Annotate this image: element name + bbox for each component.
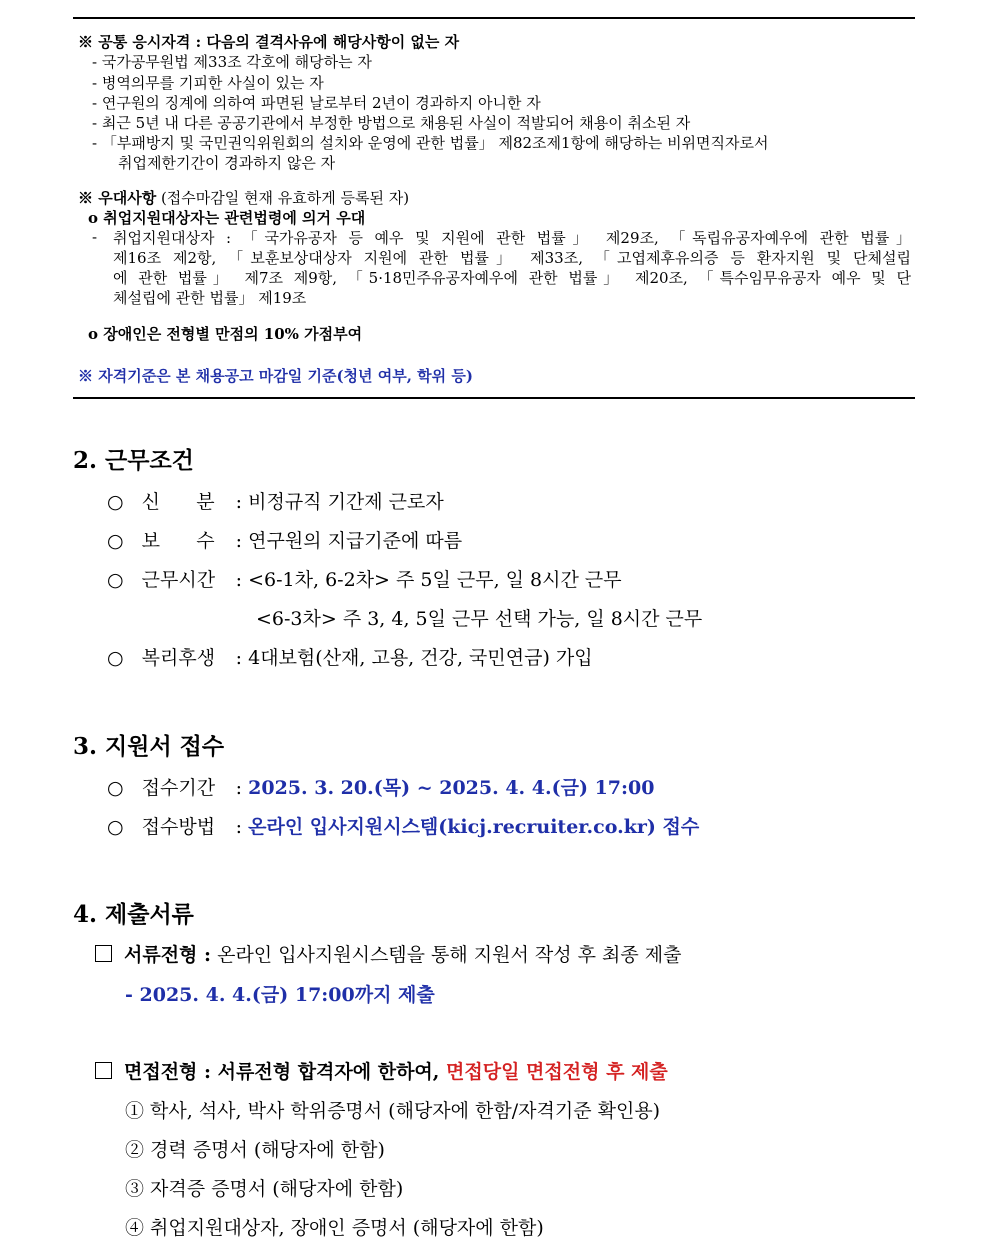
common-item: - 병역의무를 기피한 사실이 있는 자 — [92, 74, 324, 92]
condition-row-cont: <6-3차> 주 3, 4, 5일 근무 선택 가능, 일 8시간 근무 — [256, 608, 703, 630]
section-3-title: 3. 지원서 접수 — [73, 733, 225, 760]
interview-row — [95, 1057, 668, 1084]
pref-line: 취업지원대상자 : 「국가유공자 등 예우 및 지원에 관한 법률」 제29조, 「독립유공자예우에 관한 법률」 — [113, 229, 911, 247]
bullet: ○ — [107, 647, 124, 669]
row-label: 접수방법 — [141, 816, 216, 838]
common-item-cont: 취업제한기간이 경과하지 않은 자 — [118, 154, 336, 172]
document-item: ④ 취업지원대상자, 장애인 증명서 (해당자에 한함) — [125, 1217, 544, 1239]
common-heading: ※ 공통 응시자격 : 다음의 결격사유에 해당사항이 없는 자 — [78, 33, 460, 51]
bullet: ○ — [107, 777, 124, 799]
document-item: ③ 자격증 증명서 (해당자에 한함) — [125, 1178, 404, 1200]
application-row: ○ 접수기간 : 2025. 3. 20.(목) ~ 2025. 4. 4.(금) 17:00 — [107, 773, 654, 800]
row-value: <6-1차, 6-2차> 주 5일 근무, 일 8시간 근무 — [248, 569, 622, 591]
doc-review-label: 서류전형 : — [124, 944, 212, 966]
qualification-note: ※ 자격기준은 본 채용공고 마감일 기준(청년 여부, 학위 등) — [78, 367, 473, 385]
application-method: 온라인 입사지원시스템(kicj.recruiter.co.kr) 접수 — [248, 816, 700, 838]
pref-heading: ※ 우대사항 (접수마감일 현재 유효하게 등록된 자) — [78, 189, 410, 207]
checkbox-square-icon — [95, 1062, 112, 1079]
row-label: 근무시간 — [141, 569, 216, 591]
common-item: - 「부패방지 및 국민권익위원회의 설치와 운영에 관한 법률」 제82조제1항에 해당하는 비위면직자로서 — [92, 134, 769, 152]
bottom-rule — [73, 397, 915, 399]
common-item: - 연구원의 징계에 의하여 파면된 날로부터 2년이 경과하지 아니한 자 — [92, 94, 541, 112]
condition-row: ○ 보 수 : 연구원의 지급기준에 따름 — [107, 526, 462, 553]
interview-label: 면접전형 : 서류전형 합격자에 한하여, — [124, 1061, 447, 1083]
row-value: 비정규직 기간제 근로자 — [248, 491, 444, 513]
bullet: ○ — [107, 569, 124, 591]
application-period: 2025. 3. 20.(목) ~ 2025. 4. 4.(금) 17:00 — [248, 777, 655, 799]
condition-row: ○ 신 분 : 비정규직 기간제 근로자 — [107, 487, 444, 514]
document-item: ① 학사, 석사, 박사 학위증명서 (해당자에 한함/자격기준 확인용) — [125, 1100, 661, 1122]
pref-sub1-dash: - — [92, 228, 98, 246]
common-item: - 국가공무원법 제33조 각호에 해당하는 자 — [92, 53, 372, 71]
doc-review-row — [95, 940, 682, 967]
pref-line: 에 관한 법률」 제7조 제9항, 「5·18민주유공자예우에 관한 법률」 제20조, 「특수임무유공자 예우 및 단 — [113, 269, 911, 287]
doc-review-text: 온라인 입사지원시스템을 통해 지원서 작성 후 최종 제출 — [211, 944, 682, 966]
section-2-title: 2. 근무조건 — [73, 447, 194, 474]
pref-sub2: o 장애인은 전형별 만점의 10% 가점부여 — [88, 325, 363, 343]
row-label: 보 수 — [141, 530, 215, 552]
condition-row: ○ 복리후생 : 4대보험(산재, 고용, 건강, 국민연금) 가입 — [107, 643, 593, 670]
pref-line: 체설립에 관한 법률」 제19조 — [113, 289, 307, 307]
row-label: 접수기간 — [141, 777, 216, 799]
checkbox-square-icon — [95, 945, 112, 962]
top-rule — [73, 17, 915, 19]
document-item: ② 경력 증명서 (해당자에 한함) — [125, 1139, 385, 1161]
row-label: 신 분 — [141, 491, 215, 513]
bullet: ○ — [107, 816, 124, 838]
condition-row: ○ 근무시간 : <6-1차, 6-2차> 주 5일 근무, 일 8시간 근무 — [107, 565, 622, 592]
common-item: - 최근 5년 내 다른 공공기관에서 부정한 방법으로 채용된 사실이 적발되어 채용이 취소된 자 — [92, 114, 691, 132]
bullet: ○ — [107, 530, 124, 552]
bullet: ○ — [107, 491, 124, 513]
pref-sub1-body — [113, 228, 911, 308]
row-value: 연구원의 지급기준에 따름 — [248, 530, 463, 552]
pref-sub1: o 취업지원대상자는 관련법령에 의거 우대 — [88, 209, 366, 227]
interview-note: 면접당일 면접전형 후 제출 — [446, 1061, 668, 1083]
row-label: 복리후생 — [141, 647, 216, 669]
section-4-title: 4. 제출서류 — [73, 901, 194, 928]
doc-review-deadline: - 2025. 4. 4.(금) 17:00까지 제출 — [125, 984, 435, 1006]
application-row: ○ 접수방법 : 온라인 입사지원시스템(kicj.recruiter.co.kr) 접수 — [107, 812, 699, 839]
row-value: 4대보험(산재, 고용, 건강, 국민연금) 가입 — [248, 647, 593, 669]
pref-line: 제16조 제2항, 「보훈보상대상자 지원에 관한 법률」 제33조, 「고엽제후유의증 등 환자지원 및 단체설립 — [113, 249, 911, 267]
